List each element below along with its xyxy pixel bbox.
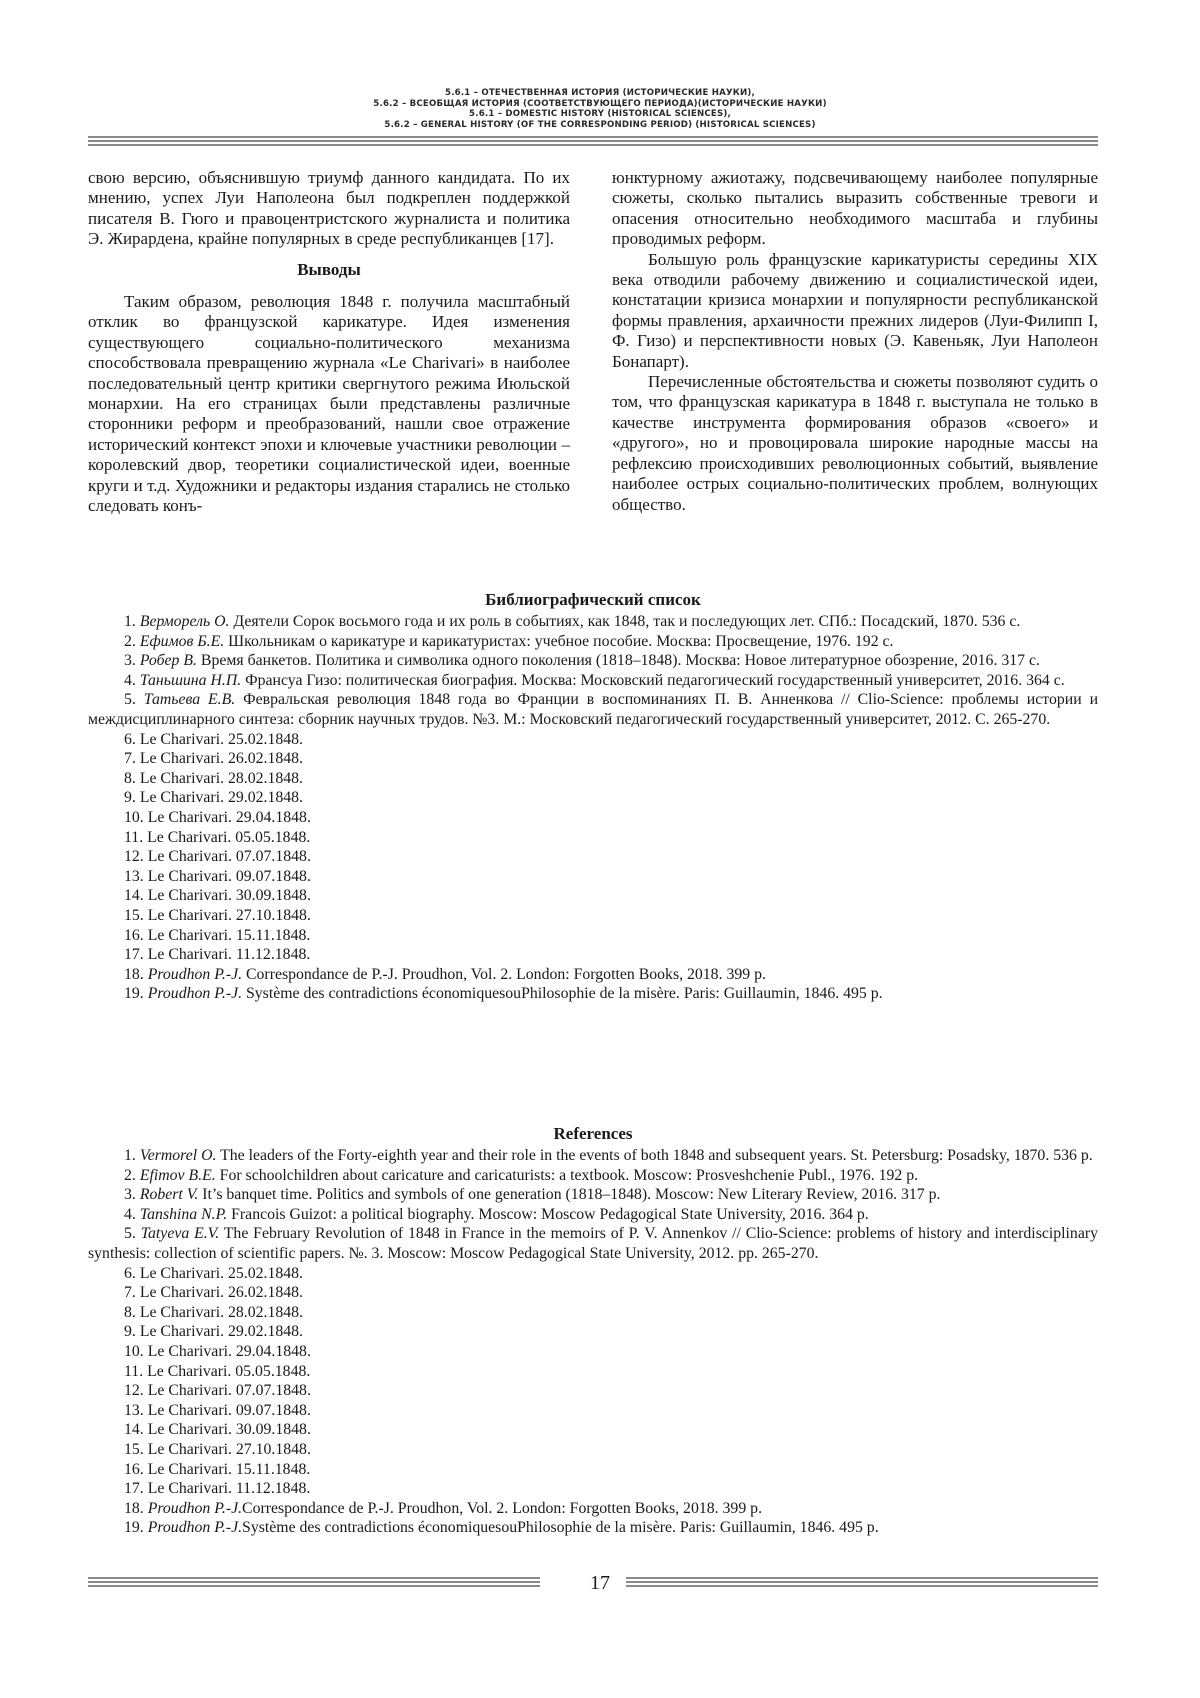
reference-number: 3.: [124, 1186, 136, 1204]
reference-entry: [88, 945, 1098, 965]
reference-entry: [88, 1381, 1098, 1401]
reference-author: Ефимов Б.Е.: [139, 632, 225, 650]
reference-text: Le Charivari. 26.02.1848.: [139, 1284, 304, 1302]
reference-entry: [88, 906, 1098, 926]
reference-entry: [88, 651, 1098, 671]
reference-text: Le Charivari. 27.10.1848.: [147, 1440, 311, 1458]
reference-number: 15.: [124, 906, 144, 924]
reference-number: 13.: [124, 1401, 144, 1419]
reference-number: 2.: [124, 632, 136, 650]
reference-text: Le Charivari. 29.02.1848.: [139, 789, 304, 807]
reference-entry: [88, 1303, 1098, 1323]
header-line: 5.6.1 – ОТЕЧЕСТВЕННАЯ ИСТОРИЯ (ИСТОРИЧЕСКИЕ НАУКИ),: [445, 88, 755, 98]
reference-text: Système des contradictions économiquesouPhilosophie de la misère. Paris: Guillaumin, 1846. 495 p.: [242, 985, 883, 1003]
reference-entry: [88, 984, 1098, 1004]
bibliography-section: [88, 590, 1098, 1004]
reference-entry: [88, 1499, 1098, 1519]
reference-author: Верморель О.: [139, 613, 230, 630]
reference-text: Correspondance de P.-J. Proudhon, Vol. 2. London: Forgotten Books, 2018. 399 p.: [242, 965, 766, 983]
reference-number: 4.: [124, 1205, 136, 1223]
reference-text: Le Charivari. 15.11.1848.: [147, 926, 311, 944]
body-paragraph: юнктурному ажиотажу, подсвечивающему наиболее популярные сюжеты, сколько пытались выразить собственные тревоги и опасения относительно необходимого масштаба и глубины проводимых реформ.: [612, 168, 1098, 249]
reference-number: 15.: [124, 1440, 144, 1458]
reference-author: Таньшина Н.П.: [139, 671, 242, 689]
reference-text: Деятели Сорок восьмого года и их роль в событиях, как 1848, так и последующих лет. СПб.: Посадский, 1870. 536 с.: [229, 613, 1021, 630]
reference-number: 6.: [124, 1264, 136, 1282]
reference-number: 2.: [124, 1166, 136, 1184]
reference-author: Tanshina N.P.: [139, 1205, 228, 1223]
reference-text: Le Charivari. 07.07.1848.: [147, 848, 311, 866]
reference-text: Le Charivari. 28.02.1848.: [139, 1303, 304, 1321]
reference-author: Vermorel O.: [139, 1147, 217, 1164]
reference-text: For schoolchildren about caricature and caricaturists: a textbook. Moscow: Prosveshchenie Publ., 1976. 192 p.: [215, 1166, 919, 1184]
bibliography-list: [88, 612, 1098, 1004]
page-number: 17: [590, 1572, 610, 1594]
reference-entry: [88, 769, 1098, 789]
body-paragraph: Большую роль французские карикатуристы середины XIX века отводили рабочему движению и социалистической идеи, констатации кризиса монархии и популярности республиканской формы правления, архаичности прежних лидеров (Луи-Филипп I, Ф. Гизо) и перспективности новых (Э. Кавеньяк, Луи Наполеон Бонапарт).: [612, 249, 1098, 371]
reference-number: 9.: [124, 789, 136, 807]
reference-number: 17.: [124, 946, 144, 964]
reference-author: Proudhon P.-J.: [147, 1499, 243, 1517]
reference-number: 18.: [124, 1499, 144, 1517]
reference-entry: [88, 632, 1098, 652]
header-line: 5.6.1 – DOMESTIC HISTORY (HISTORICAL SCIENCES),: [469, 109, 731, 120]
reference-number: 5.: [124, 691, 136, 709]
reference-author: Efimov B.E.: [139, 1166, 216, 1184]
reference-entry: [88, 847, 1098, 867]
reference-text: Le Charivari. 11.12.1848.: [147, 946, 311, 964]
references-list: [88, 1146, 1098, 1538]
reference-number: 8.: [124, 1303, 136, 1321]
references-title: References: [553, 1124, 633, 1143]
reference-entry: [88, 1205, 1098, 1225]
references-section: [88, 1124, 1098, 1538]
reference-text: Le Charivari. 09.07.1848.: [147, 1401, 311, 1419]
reference-entry: [88, 867, 1098, 887]
reference-number: 11.: [124, 828, 144, 846]
reference-entry: [88, 1420, 1098, 1440]
reference-text: Francois Guizot: a political biography. Moscow: Moscow Pedagogical State University, 2016. 364 p.: [227, 1205, 869, 1223]
reference-entry: [88, 886, 1098, 906]
reference-author: Tatyeva E.V.: [140, 1225, 220, 1243]
reference-text: Le Charivari. 27.10.1848.: [147, 906, 311, 924]
reference-text: Le Charivari. 25.02.1848.: [139, 1264, 304, 1282]
reference-entry: [88, 1283, 1098, 1303]
reference-number: 5.: [124, 1225, 136, 1243]
body-paragraph: Таким образом, революция 1848 г. получила масштабный отклик во французской карикатуре. Идея изменения существующего социально-политического механизма способствовала превращению журнала «Le Charivari» в наиболее последовательный центр критики свергнутого режима Июльской монархии. На его страницах были представлены различные сторонники реформ и преобразований, нашли свое отражение исторический контекст эпохи и ключевые участники революции – королевский двор, теоретики социалистической идеи, военные круги и т.д. Художники и редакторы издания старались не столько следовать конъ-: [88, 292, 570, 516]
reference-number: 6.: [124, 730, 136, 748]
footer-rule-right: [626, 1577, 1098, 1589]
reference-text: The leaders of the Forty-eighth year and their role in the events of both 1848 and subsequent years. St. Petersburg: Posadsky, 1870. 536 p.: [216, 1147, 1093, 1164]
header-line: 5.6.2 – ВСЕОБЩАЯ ИСТОРИЯ (СООТВЕТСТВУЮЩЕГО ПЕРИОДА)(ИСТОРИЧЕСКИЕ НАУКИ): [373, 98, 827, 109]
reference-number: 16.: [124, 1460, 144, 1478]
reference-number: 18.: [124, 965, 144, 983]
left-column: [88, 168, 570, 517]
reference-number: 12.: [124, 848, 144, 866]
reference-entry: [88, 1342, 1098, 1362]
reference-number: 16.: [124, 926, 144, 944]
reference-number: 4.: [124, 671, 136, 689]
reference-text: The February Revolution of 1848 in France in the memoirs of P. V. Annenkov // Clio-Science: problems of history and interdisciplinary synthesis: collection of scientific papers. №. 3. Moscow: Moscow Pedagogical State University, 2012. pp. 265-270.: [88, 1225, 1098, 1262]
reference-entry: [88, 808, 1098, 828]
reference-text: Le Charivari. 25.02.1848.: [139, 730, 304, 748]
reference-entry: [88, 1518, 1098, 1538]
reference-entry: [88, 1185, 1098, 1205]
reference-text: Le Charivari. 28.02.1848.: [139, 769, 304, 787]
reference-number: 7.: [124, 1284, 136, 1302]
reference-number: 1.: [124, 613, 136, 630]
header-line: 5.6.2 – GENERAL HISTORY (OF THE CORRESPONDING PERIOD) (HISTORICAL SCIENCES): [384, 119, 816, 130]
reference-text: Le Charivari. 29.02.1848.: [139, 1323, 304, 1341]
reference-text: Le Charivari. 05.05.1848.: [147, 1362, 311, 1380]
reference-text: It’s banquet time. Politics and symbols of one generation (1818–1848). Moscow: New Literary Review, 2016. 317 p.: [198, 1186, 941, 1204]
reference-entry: [88, 1440, 1098, 1460]
reference-author: Татьева Е.В.: [143, 691, 236, 709]
reference-number: 10.: [124, 808, 144, 826]
reference-number: 19.: [124, 985, 144, 1003]
reference-author: Робер В.: [139, 652, 197, 670]
reference-entry: [88, 965, 1098, 985]
reference-entry: [88, 749, 1098, 769]
reference-text: Время банкетов. Политика и символика одного поколения (1818–1848). Москва: Новое литературное обозрение, 2016. 317 с.: [196, 652, 1040, 670]
reference-entry: [88, 1401, 1098, 1421]
reference-entry: [88, 1166, 1098, 1186]
section-heading-conclusions: Выводы: [297, 259, 361, 279]
reference-author: Proudhon P.-J.: [147, 965, 243, 983]
reference-entry: [88, 1479, 1098, 1499]
reference-text: Le Charivari. 05.05.1848.: [147, 828, 311, 846]
reference-text: Le Charivari. 15.11.1848.: [147, 1460, 311, 1478]
reference-number: 3.: [124, 652, 136, 670]
header-rule: [88, 136, 1098, 148]
reference-text: Le Charivari. 30.09.1848.: [147, 1421, 311, 1439]
reference-entry: [88, 926, 1098, 946]
reference-entry: [88, 730, 1098, 750]
reference-entry: [88, 1224, 1098, 1263]
reference-number: 7.: [124, 750, 136, 768]
body-paragraph: Перечисленные обстоятельства и сюжеты позволяют судить о том, что французская карикатура в 1848 г. выступала не только в качестве инструмента формирования образов «своего» и «другого», но и провоцировала широкие народные массы на рефлексию происходивших революционных событий, выявление наиболее острых социально-политических проблем, волнующих общество.: [612, 372, 1098, 514]
right-column: [612, 168, 1098, 515]
reference-number: 1.: [124, 1147, 136, 1164]
reference-author: Robert V.: [139, 1186, 199, 1204]
reference-number: 9.: [124, 1323, 136, 1341]
reference-entry: [88, 612, 1098, 632]
reference-text: Le Charivari. 26.02.1848.: [139, 750, 304, 768]
reference-number: 11.: [124, 1362, 144, 1380]
reference-text: Школьникам о карикатуре и карикатуристах: учебное пособие. Москва: Просвещение, 1976. 192 с.: [224, 632, 894, 650]
running-header: [0, 88, 1200, 130]
reference-entry: [88, 1362, 1098, 1382]
reference-author: Proudhon P.-J.: [147, 985, 243, 1003]
reference-number: 10.: [124, 1342, 144, 1360]
reference-text: Le Charivari. 07.07.1848.: [147, 1382, 311, 1400]
reference-entry: [88, 690, 1098, 729]
reference-number: 8.: [124, 769, 136, 787]
reference-text: Système des contradictions économiquesouPhilosophie de la misère. Paris: Guillaumin, 1846. 495 p.: [242, 1519, 879, 1537]
reference-number: 14.: [124, 1421, 144, 1439]
reference-number: 13.: [124, 867, 144, 885]
reference-text: Le Charivari. 09.07.1848.: [147, 867, 311, 885]
reference-number: 14.: [124, 887, 144, 905]
reference-text: Le Charivari. 11.12.1848.: [147, 1480, 311, 1498]
reference-entry: [88, 788, 1098, 808]
reference-text: Le Charivari. 30.09.1848.: [147, 887, 311, 905]
reference-number: 12.: [124, 1382, 144, 1400]
reference-entry: [88, 671, 1098, 691]
reference-entry: [88, 1264, 1098, 1284]
body-paragraph: свою версию, объяснившую триумф данного кандидата. По их мнению, успех Луи Наполеона был подкреплен поддержкой писателя В. Гюго и правоцентристского журналиста и политика Э. Жирардена, крайне популярных в среде республиканцев [17].: [88, 168, 570, 249]
reference-text: Le Charivari. 29.04.1848.: [147, 808, 311, 826]
reference-number: 17.: [124, 1480, 144, 1498]
reference-text: Франсуа Гизо: политическая биография. Москва: Московский педагогический государственный университет, 2016. 364 с.: [241, 671, 1065, 689]
reference-number: 19.: [124, 1519, 144, 1537]
reference-entry: [88, 1146, 1098, 1166]
reference-text: Correspondance de P.-J. Proudhon, Vol. 2. London: Forgotten Books, 2018. 399 p.: [242, 1499, 763, 1517]
reference-text: Февральская революция 1848 года во Франции в воспоминаниях П. В. Анненкова // Clio-Science: проблемы истории и междисциплинарного синтеза: сборник научных трудов. №3. М.: Московский педагогический государственный университет, 2012. С. 265-270.: [88, 691, 1099, 728]
reference-entry: [88, 828, 1098, 848]
reference-text: Le Charivari. 29.04.1848.: [147, 1342, 311, 1360]
reference-author: Proudhon P.-J.: [147, 1519, 243, 1537]
reference-entry: [88, 1322, 1098, 1342]
bibliography-title: Библиографический список: [485, 590, 701, 609]
reference-entry: [88, 1460, 1098, 1480]
